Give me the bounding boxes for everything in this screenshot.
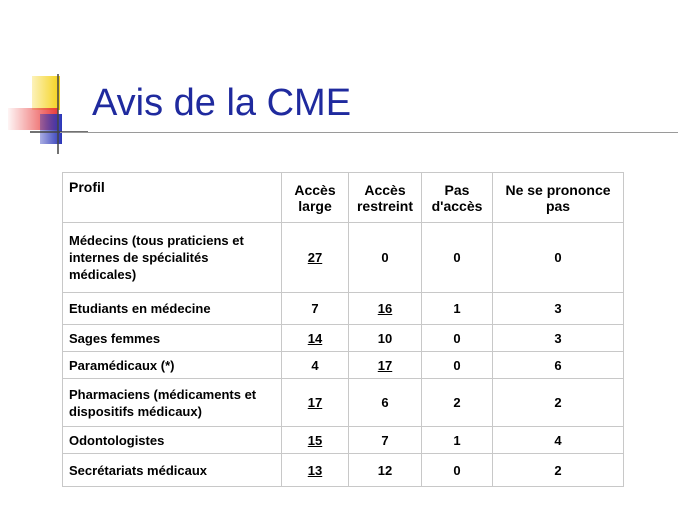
- header-ne-se-prononce-pas: Ne se prononce pas: [493, 173, 624, 223]
- row-value: 6: [349, 379, 422, 427]
- row-value: 0: [349, 223, 422, 293]
- row-value: 3: [493, 325, 624, 352]
- row-profile: Sages femmes: [63, 325, 282, 352]
- table-row: [63, 352, 624, 379]
- row-value: 7: [282, 293, 349, 325]
- row-value: 14: [282, 325, 349, 352]
- row-value: 6: [493, 352, 624, 379]
- row-value: 13: [282, 454, 349, 487]
- table-row: [63, 293, 624, 325]
- row-value: 1: [422, 293, 493, 325]
- row-profile: Secrétariats médicaux: [63, 454, 282, 487]
- row-value: 27: [282, 223, 349, 293]
- row-profile: Paramédicaux (*): [63, 352, 282, 379]
- row-value: 0: [422, 325, 493, 352]
- row-value: 17: [349, 352, 422, 379]
- row-value: 1: [422, 427, 493, 454]
- row-value: 3: [493, 293, 624, 325]
- slide-title: Avis de la CME: [92, 82, 352, 124]
- row-value: 0: [422, 223, 493, 293]
- table-row: [63, 427, 624, 454]
- table-header-row: [63, 173, 624, 223]
- row-value: 17: [282, 379, 349, 427]
- row-value: 4: [282, 352, 349, 379]
- corner-decoration: [0, 70, 90, 160]
- table-body: [63, 223, 624, 487]
- row-value: 0: [422, 352, 493, 379]
- row-value: 15: [282, 427, 349, 454]
- row-value: 7: [349, 427, 422, 454]
- corner-squares-icon: [0, 70, 90, 160]
- row-value: 0: [422, 454, 493, 487]
- row-value: 16: [349, 293, 422, 325]
- row-value: 2: [422, 379, 493, 427]
- header-acces-large: Accès large: [282, 173, 349, 223]
- row-profile: Odontologistes: [63, 427, 282, 454]
- row-value: 4: [493, 427, 624, 454]
- row-value: 2: [493, 379, 624, 427]
- row-value: 0: [493, 223, 624, 293]
- header-pas-acces: Pas d'accès: [422, 173, 493, 223]
- row-value: 12: [349, 454, 422, 487]
- row-value: 2: [493, 454, 624, 487]
- table-row: [63, 223, 624, 293]
- row-value: 10: [349, 325, 422, 352]
- header-acces-restreint: Accès restreint: [349, 173, 422, 223]
- row-profile: Pharmaciens (médicaments et dispositifs médicaux): [63, 379, 282, 427]
- row-profile: Etudiants en médecine: [63, 293, 282, 325]
- row-profile: Médecins (tous praticiens et internes de spécialités médicales): [63, 223, 282, 293]
- table-row: [63, 325, 624, 352]
- table-row: [63, 379, 624, 427]
- table-row: [63, 454, 624, 487]
- title-divider: [60, 132, 678, 133]
- cme-table: [62, 172, 624, 487]
- header-profil: Profil: [63, 173, 282, 223]
